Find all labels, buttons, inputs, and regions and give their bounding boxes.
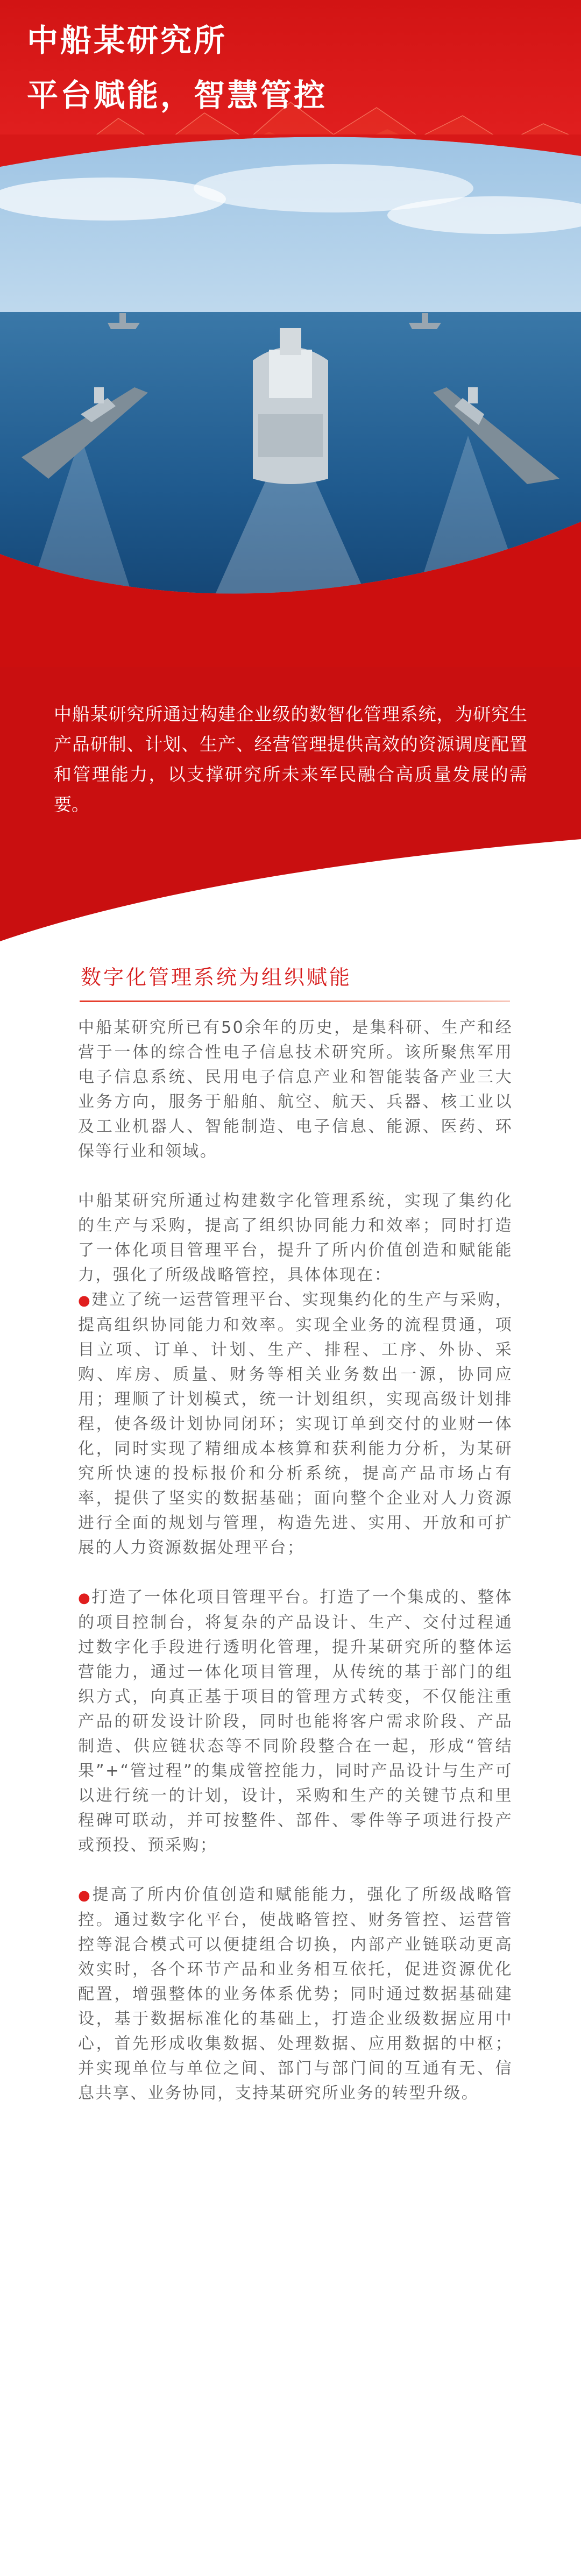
- hero-title-line1: 中船某研究所: [27, 22, 228, 59]
- bullet-item-3: [78, 1883, 513, 2106]
- section-title: 数字化管理系统为组织赋能: [81, 966, 352, 989]
- bullet-2-text: 打造了一体化项目管理平台。打造了一个集成的、整体的项目控制台，将复杂的产品设计、生产、交付过程通过数字化手段进行透明化管理，提升某研究所的整体运营能力，通过一体化项目管理，从传统的基于部门的组织方式，向真正基于项目的管理方式转变，不仅能注重产品的研发设计阶段，同时也能将客户需求阶段、产品制造、供应链状态等不同阶段整合在一起，形成“管结果”+“管过程”的集成管控能力，同时产品设计与生产可以进行统一的计划，设计，采购和生产的关键节点和里程碑可联动，并可按整件、部件、零件等子项进行投产或预投、预采购；: [78, 1588, 513, 1855]
- article-section: [0, 947, 581, 2576]
- bullet-item-1: [78, 1288, 513, 1560]
- bullet-dot-icon: ●: [78, 1887, 93, 1904]
- section-title-underline: [80, 1000, 510, 1002]
- bullet-1-text: 建立了统一运营管理平台、实现集约化的生产与采购，提高组织协同能力和效率。实现全业务的流程贯通，项目立项、订单、计划、生产、排程、工序、外协、采购、库房、质量、财务等相关业务数出一源，协同应用；理顺了计划模式，统一计划组织，实现高级计划排程，使各级计划协同闭环；实现订单到交付的业财一体化，同时实现了精细成本核算和获利能力分析，为某研究所快速的投标报价和分析系统，提高产品市场占有率，提供了坚实的数据基础；面向整个企业对人力资源进行全面的规划与管理，构造先进、实用、开放和可扩展的人力资源数据处理平台；: [78, 1290, 513, 1557]
- paragraph-overview: [78, 1189, 513, 1288]
- hero-banner: [0, 0, 581, 667]
- bullet-dot-icon: ●: [78, 1293, 92, 1309]
- bullet-dot-icon: ●: [78, 1590, 92, 1606]
- overview-text: 中船某研究所通过构建数字化管理系统，实现了集约化的生产与采购，提高了组织协同能力和效率；同时打造了一体化项目管理平台，提升了所内价值创造和赋能能力，强化了所级战略管控，具体体现在：: [78, 1191, 513, 1285]
- article-body: [78, 1016, 513, 2131]
- hero-title-line2: 平台赋能，智慧管控: [27, 77, 328, 113]
- bullet-3-text: 提高了所内价值创造和赋能能力，强化了所级战略管控。通过数字化平台，使战略管控、财务管控、运营管控等混合模式可以便捷组合切换，内部产业链联动更高效实时，各个环节产品和业务相互依托，促进资源优化配置，增强整体的业务体系优势；同时通过数据基础建设，基于数据标准化的基础上，打造企业级数据应用中心，首先形成收集数据、处理数据、应用数据的中枢；并实现单位与单位之间、部门与部门间的互通有无、信息共享、业务协同，支持某研究所业务的转型升级。: [78, 1885, 513, 2103]
- bullet-item-2: [78, 1585, 513, 1858]
- paragraph-history: 中船某研究所已有50余年的历史，是集科研、生产和经营于一体的综合性电子信息技术研究所。该所聚焦军用电子信息系统、民用电子信息产业和智能装备产业三大业务方向，服务于船舶、航空、航天、兵器、核工业以及工业机器人、智能制造、电子信息、能源、医药、环保等行业和领域。: [78, 1018, 513, 1161]
- intro-paragraph: 中船某研究所通过构建企业级的数智化管理系统，为研究生产品研制、计划、生产、经营管理提供高效的资源调度配置和管理能力，以支撑研究所未来军民融合高质量发展的需要。: [54, 704, 527, 815]
- naval-fleet-image: [0, 134, 581, 667]
